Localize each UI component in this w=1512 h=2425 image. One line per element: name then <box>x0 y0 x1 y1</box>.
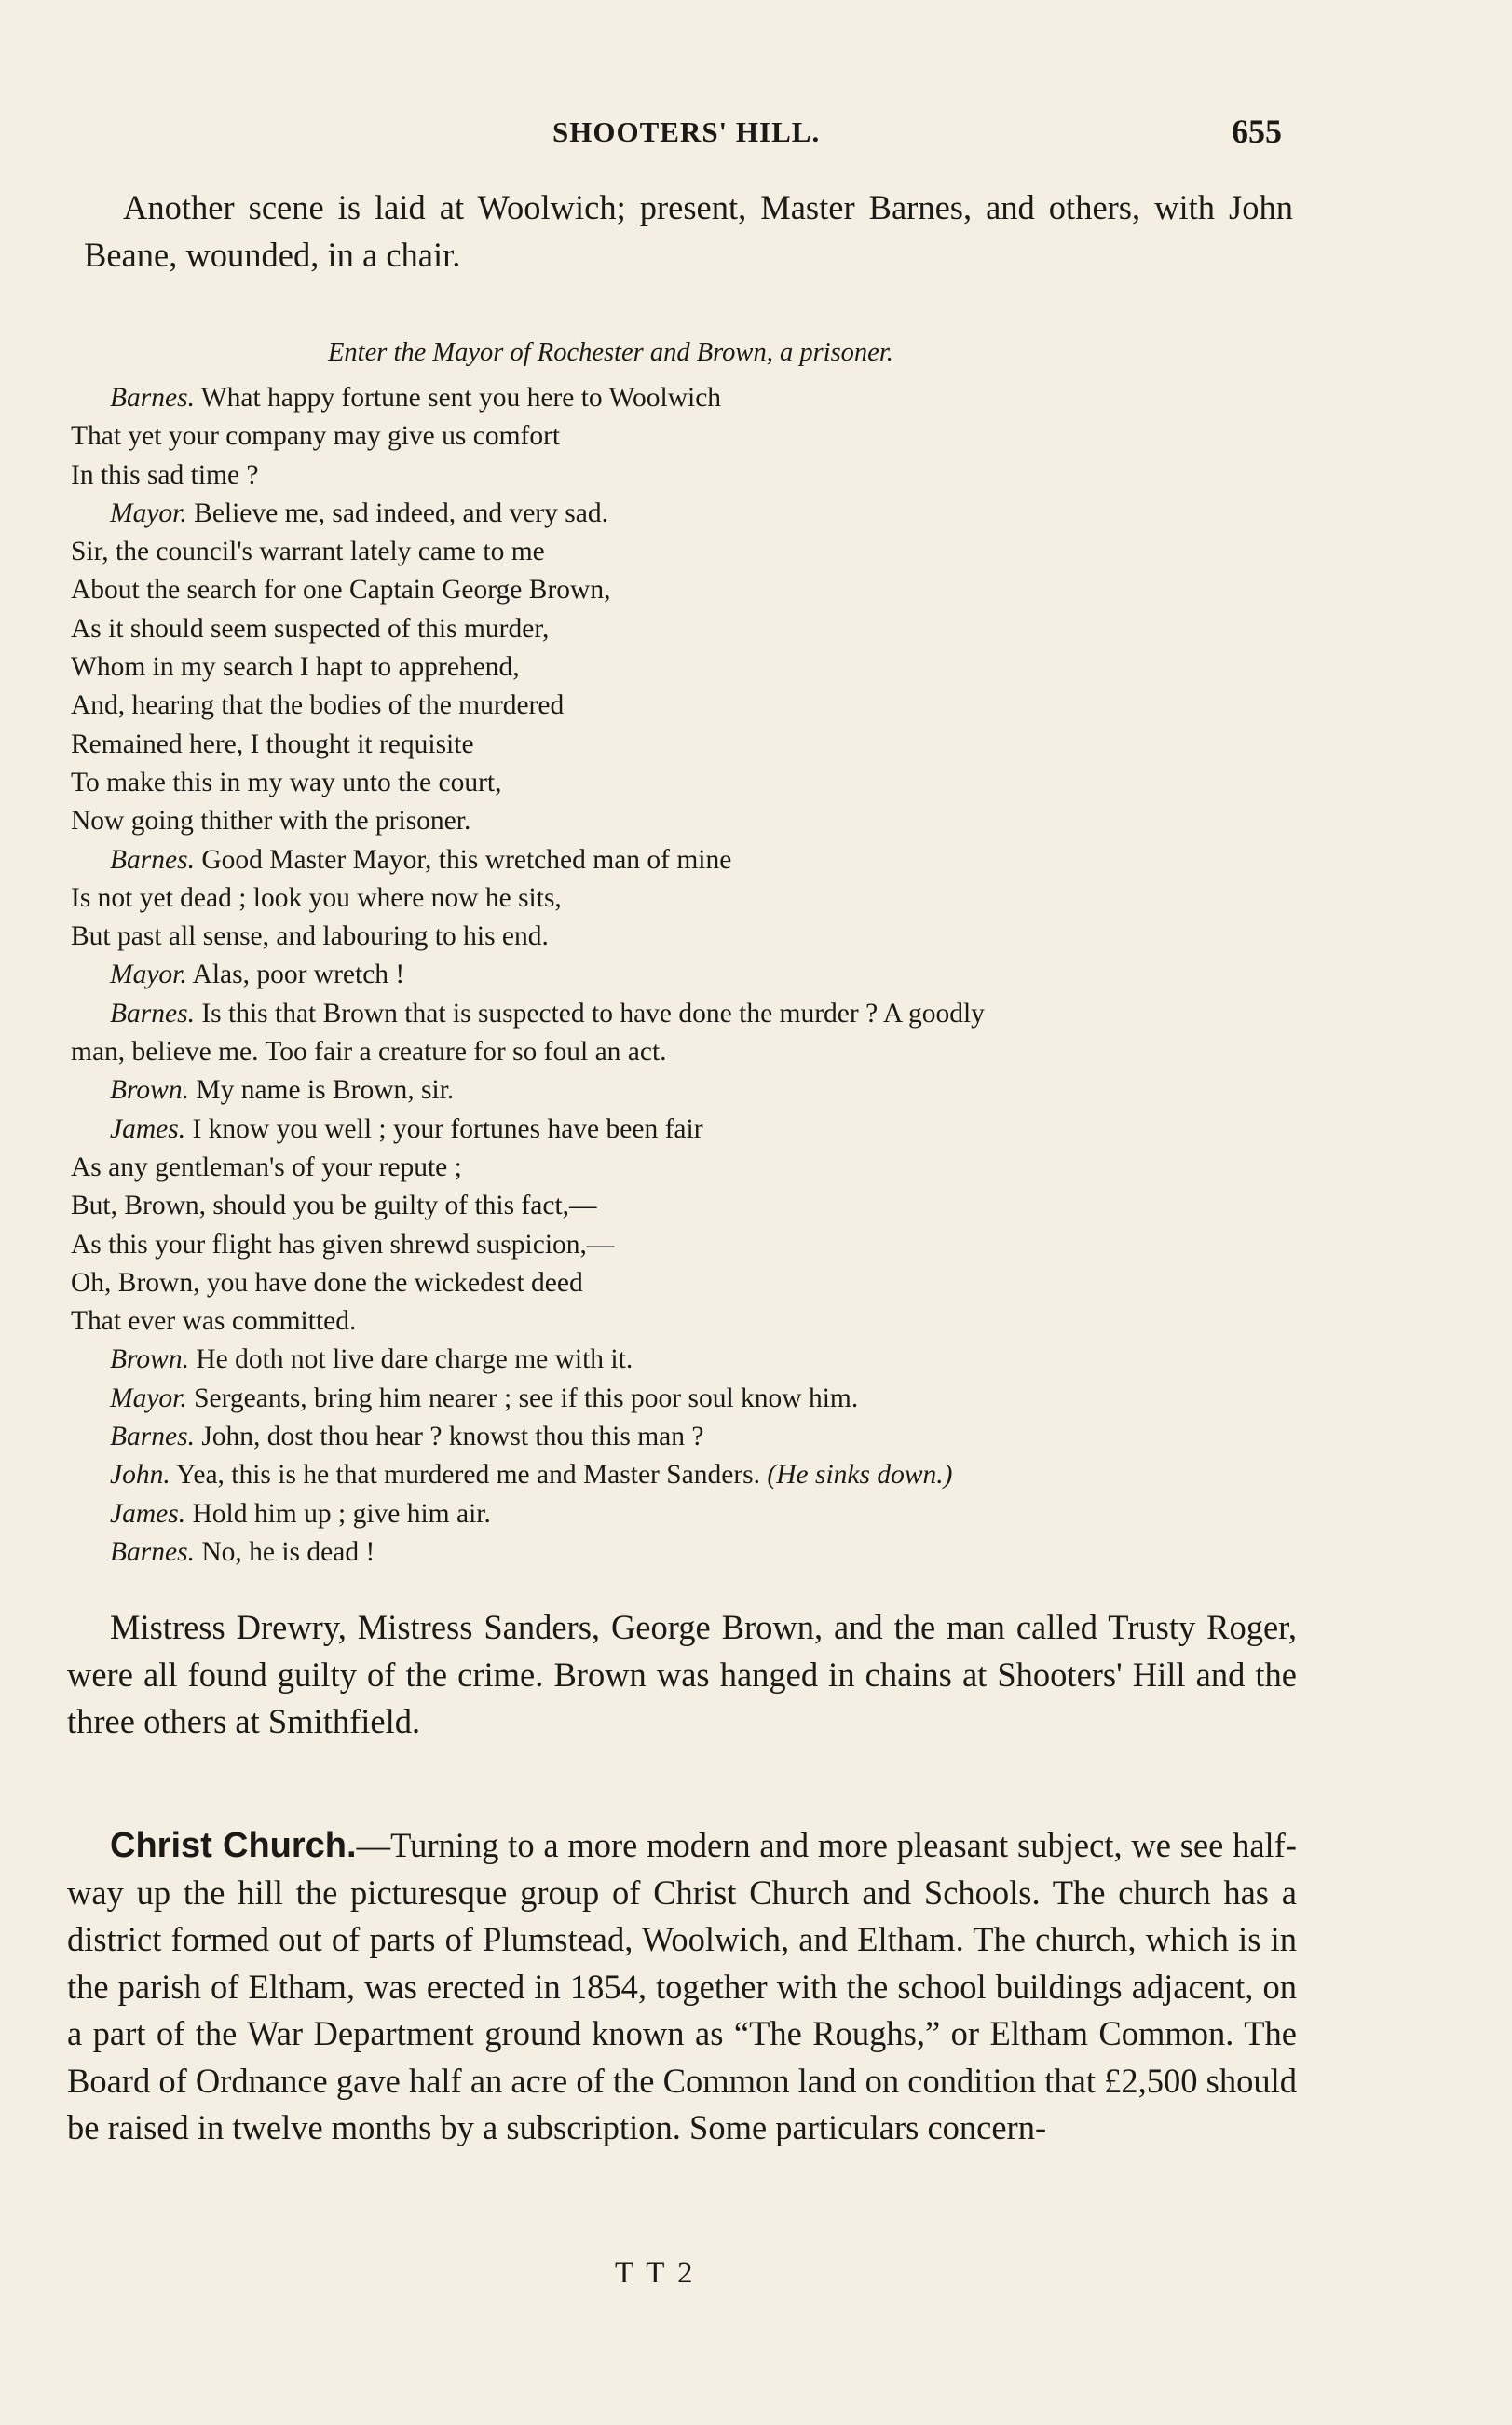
signature-mark: T T 2 <box>615 2256 696 2290</box>
speaker-name: John. <box>110 1460 170 1491</box>
stage-direction: Enter the Mayor of Rochester and Brown, a prisoner. <box>328 338 893 367</box>
stage-aside: (He sinks down.) <box>767 1460 953 1491</box>
verse-line <box>71 417 1310 456</box>
verdict-paragraph: Mistress Drewry, Mistress Sanders, George Brown, and the man called Trusty Roger, were all found guilty of the crime. Brown was hanged in chains at Shooters' Hill and the three others at Smithfield. <box>67 1608 1297 1740</box>
verse-text: I know you well ; your fortunes have been fair <box>185 1113 703 1144</box>
verse-line <box>71 687 1310 725</box>
verse-text: But past all sense, and labouring to his end. <box>71 921 549 952</box>
verse-line <box>71 726 1310 764</box>
verse-line <box>71 379 1310 417</box>
verse-text: What happy fortune sent you here to Woolwich <box>194 383 722 413</box>
section-heading: Christ Church. <box>110 1826 357 1865</box>
speaker-name: James. <box>110 1498 186 1529</box>
verse-text: Is this that Brown that is suspected to have done the murder ? A goodly <box>194 998 985 1029</box>
intro-paragraph: Another scene is laid at Woolwich; present, Master Barnes, and others, with John Beane, wounded, in a chair. <box>84 188 1293 274</box>
verse-line <box>71 956 1310 994</box>
speaker-name: Mayor. <box>110 960 187 990</box>
verse-text: Is not yet dead ; look you where now he sits, <box>71 882 562 913</box>
verse-text: Whom in my search I hapt to apprehend, <box>71 652 520 683</box>
speaker-name: Mayor. <box>110 1383 187 1413</box>
verse-line <box>71 1187 1310 1225</box>
speaker-name: Mayor. <box>110 497 187 528</box>
verse-text: In this sad time ? <box>71 459 259 490</box>
page-number: 655 <box>1232 113 1282 150</box>
running-title: SHOOTERS' HILL. <box>552 116 821 148</box>
speaker-name: Barnes. <box>110 383 195 413</box>
verse-text: About the search for one Captain George Brown, <box>71 575 611 606</box>
verse-line <box>71 456 1310 495</box>
verse-line <box>71 1033 1310 1071</box>
speaker-name: Barnes. <box>110 998 195 1029</box>
verse-line <box>71 802 1310 840</box>
verse-line <box>71 1418 1310 1456</box>
verse-line <box>71 1110 1310 1149</box>
verse-text: Believe me, sad indeed, and very sad. <box>186 497 608 528</box>
verse-text: Oh, Brown, you have done the wickedest deed <box>71 1267 583 1298</box>
verse-line <box>71 995 1310 1033</box>
verse-line <box>71 1264 1310 1302</box>
verse-text: Alas, poor wretch ! <box>186 960 405 990</box>
verse-line <box>71 571 1310 609</box>
verse-block <box>71 379 1310 1572</box>
verse-line <box>71 1226 1310 1264</box>
speaker-name: Barnes. <box>110 844 195 875</box>
verse-text: My name is Brown, sir. <box>188 1075 455 1106</box>
speaker-name: Brown. <box>110 1344 189 1375</box>
verse-line <box>71 648 1310 687</box>
verse-line <box>71 1456 1310 1494</box>
section-body: —Turning to a more modern and more pleasant subject, we see half-way up the hill the picturesque group of Christ Church and Schools. The church has a district formed out of parts of Plumstead, Woolwich, and Eltham. The church, which is in the parish of Eltham, was erected in 1854, together with the school buildings adjacent, on a part of the War Department ground known as “The Roughs,” or Eltham Common. The Board of Ordnance gave half an acre of the Common land on condition that £2,500 should be raised in twelve months by a subscription. Some particulars concern- <box>67 1826 1297 2146</box>
verse-line <box>71 879 1310 918</box>
verse-line <box>71 764 1310 802</box>
verse-text: And, hearing that the bodies of the murdered <box>71 690 565 721</box>
verse-text: man, believe me. Too fair a creature for so foul an act. <box>71 1037 667 1068</box>
verse-text: Hold him up ; give him air. <box>185 1498 491 1529</box>
verse-text: Yea, this is he that murdered me and Master Sanders. <box>170 1460 768 1491</box>
verse-line <box>71 1341 1310 1379</box>
verse-line <box>71 1302 1310 1341</box>
speaker-name: Barnes. <box>110 1536 195 1567</box>
speaker-name: Brown. <box>110 1075 189 1106</box>
verse-text: Good Master Mayor, this wretched man of mine <box>194 844 732 875</box>
verse-text: Sir, the council's warrant lately came to me <box>71 537 545 567</box>
verse-text: That ever was committed. <box>71 1306 357 1337</box>
verse-text: To make this in my way unto the court, <box>71 767 502 797</box>
verse-line <box>71 495 1310 533</box>
verse-text: As it should seem suspected of this murder, <box>71 613 550 644</box>
verse-text: Sergeants, bring him nearer ; see if this poor soul know him. <box>186 1383 859 1413</box>
verse-text: As this your flight has given shrewd suspicion,— <box>71 1229 615 1260</box>
verse-text: That yet your company may give us comfort <box>71 421 561 452</box>
verse-line <box>71 1149 1310 1187</box>
verse-text: He doth not live dare charge me with it. <box>188 1344 633 1375</box>
verse-line <box>71 918 1310 956</box>
verse-text: John, dost thou hear ? knowst thou this man ? <box>194 1422 704 1452</box>
verse-line <box>71 1380 1310 1418</box>
verse-text: Now going thither with the prisoner. <box>71 806 471 837</box>
verse-text: But, Brown, should you be guilty of this fact,— <box>71 1191 597 1221</box>
verse-line <box>71 610 1310 648</box>
verse-line <box>71 1533 1310 1572</box>
verse-line <box>71 1071 1310 1110</box>
verse-line <box>71 533 1310 571</box>
verse-text: As any gentleman's of your repute ; <box>71 1151 462 1182</box>
speaker-name: James. <box>110 1113 186 1144</box>
verse-line <box>71 1495 1310 1533</box>
christ-church-paragraph <box>67 1822 1297 2152</box>
verse-text: Remained here, I thought it requisite <box>71 729 474 759</box>
verse-text: No, he is dead ! <box>194 1536 375 1567</box>
speaker-name: Barnes. <box>110 1422 195 1452</box>
verse-line <box>71 841 1310 879</box>
